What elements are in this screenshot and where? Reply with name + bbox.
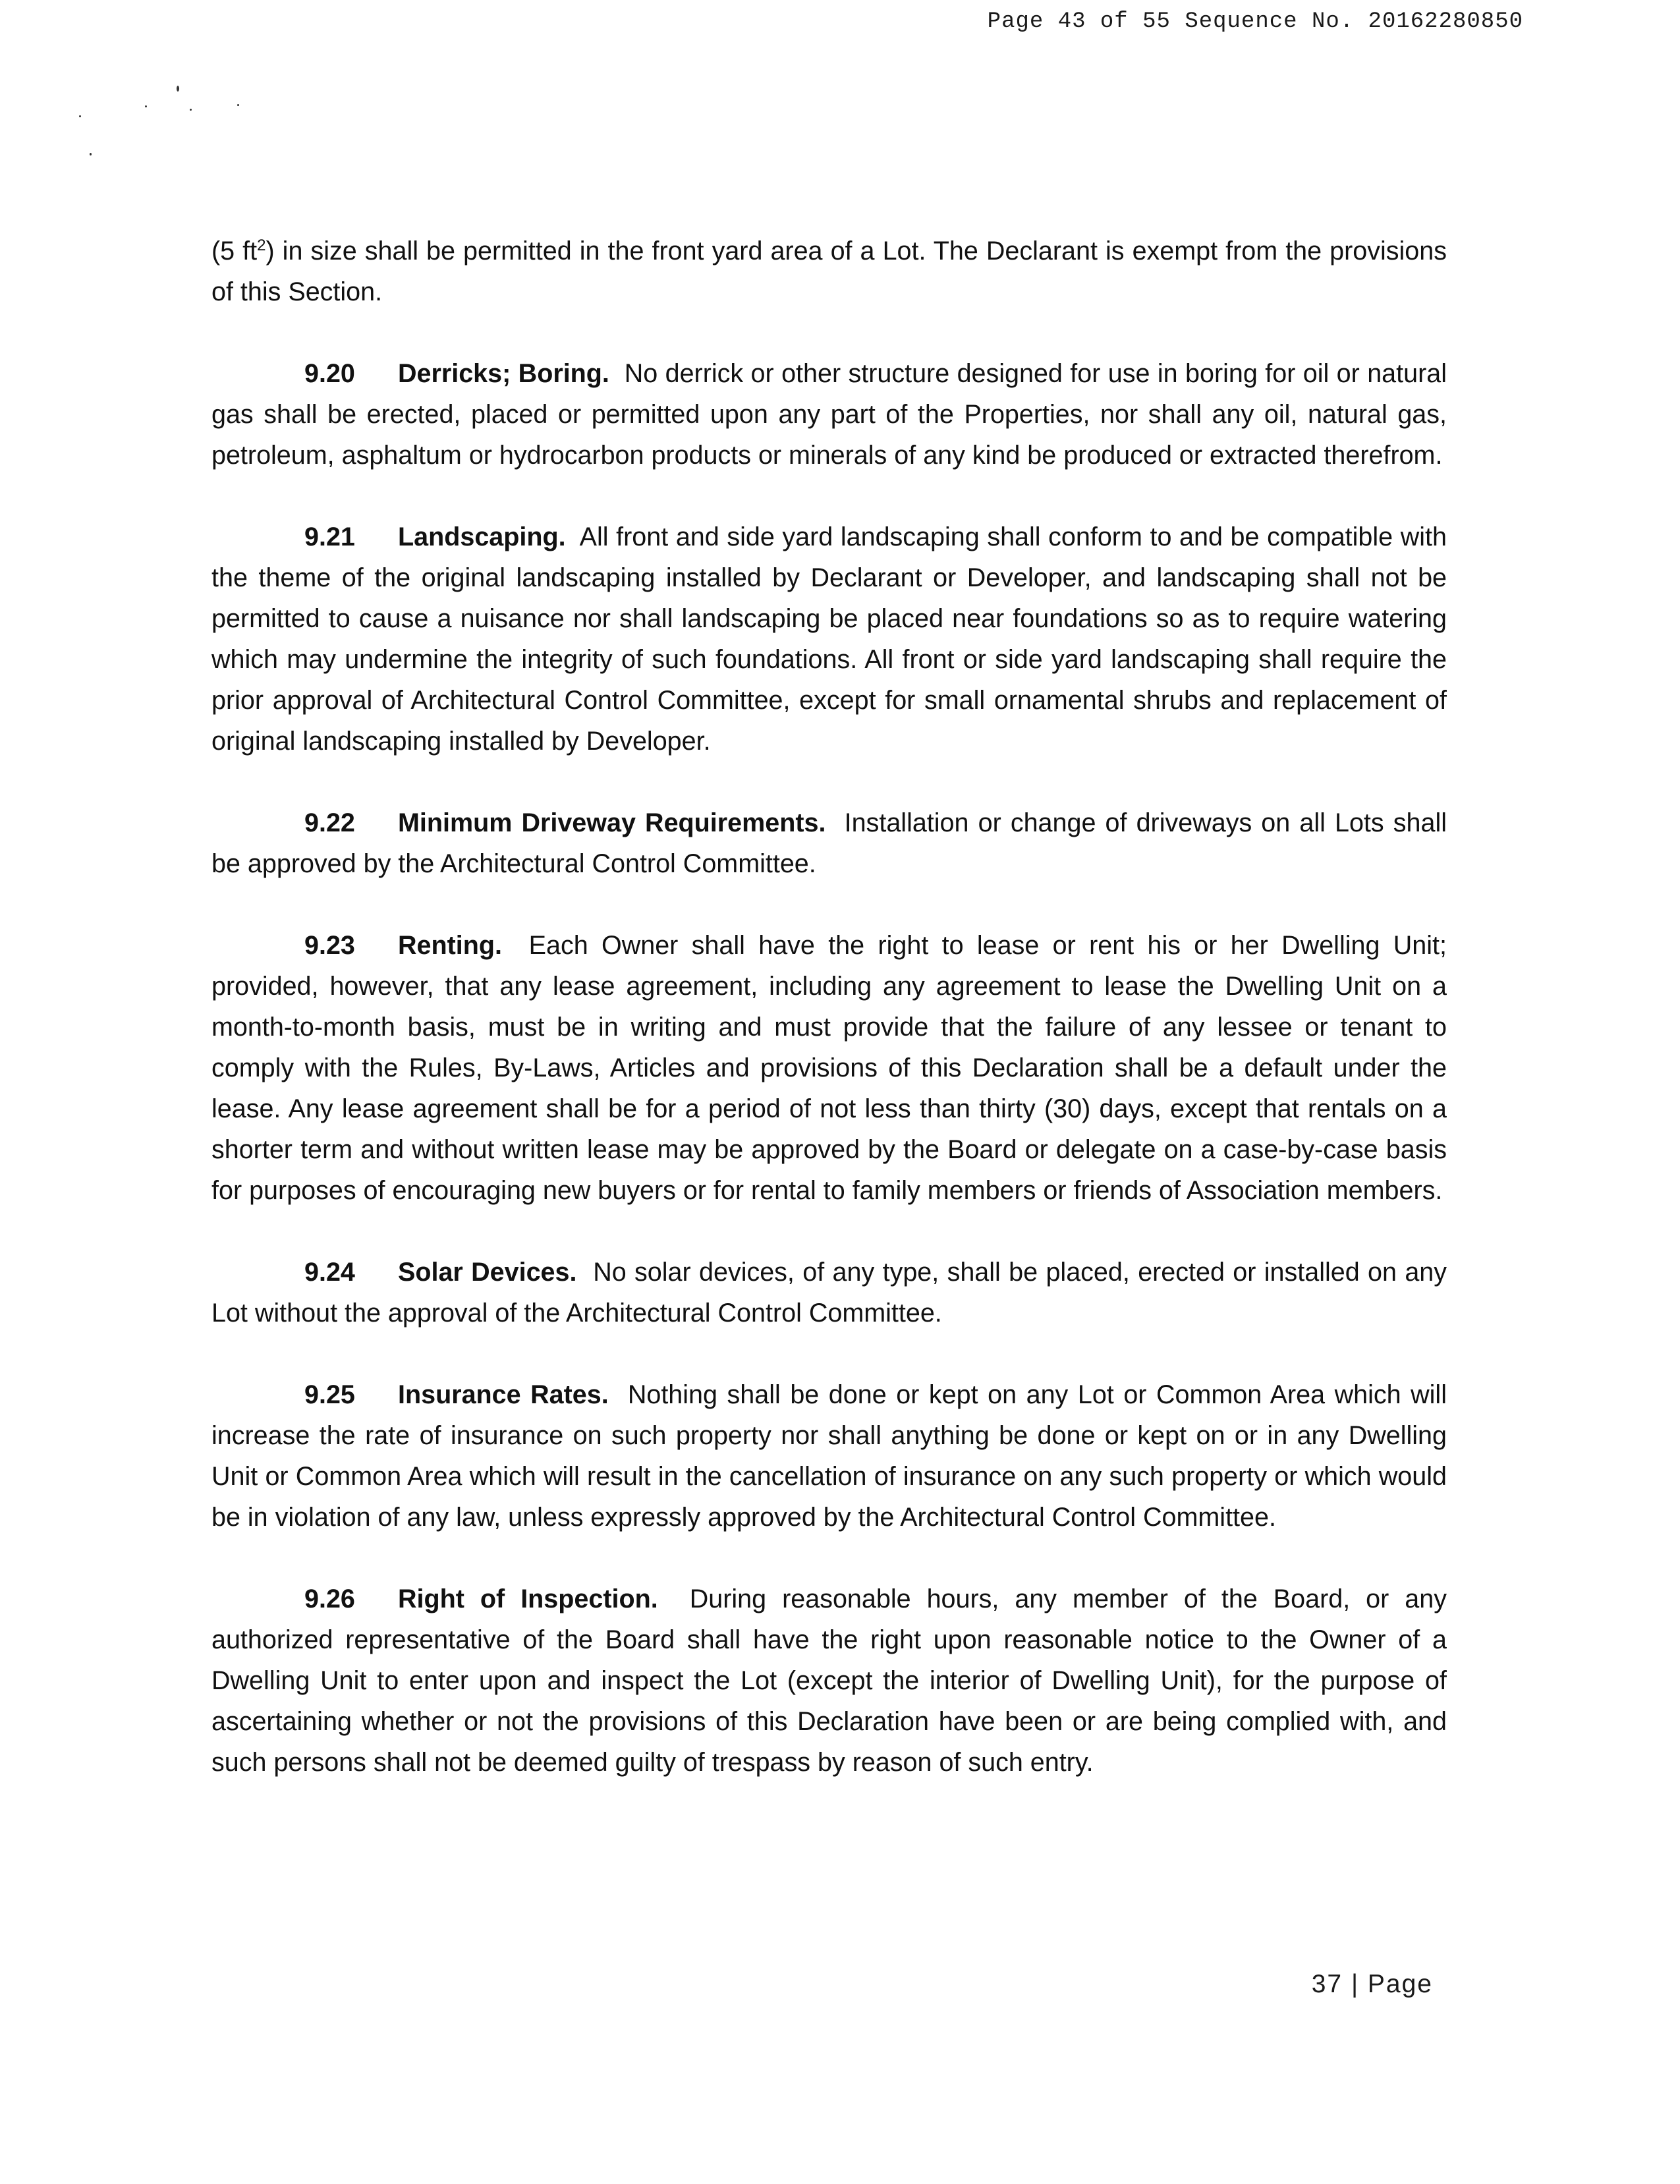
section-9-25 — [211, 1374, 1447, 1538]
section-text: No solar devices, of any type, shall be placed, erected or installed on any Lot without the approval of the Architectural Control Committee. — [211, 1258, 1447, 1328]
intro-paragraph: (5 $ft^2$) in size shall be permitted in the front yard area of a Lot. The Declarant is exempt from the provisions of this Section. — [211, 236, 1447, 306]
superscript: 2 — [257, 236, 266, 254]
section-title: Landscaping. — [398, 522, 566, 551]
section-number: 9.20 — [304, 359, 355, 388]
section-number: 9.22 — [304, 808, 355, 837]
section-number: 9.21 — [304, 522, 355, 551]
section-9-21 — [211, 517, 1447, 762]
section-title: Renting. — [398, 931, 502, 960]
section-9-23 — [211, 925, 1447, 1211]
section-title: Minimum Driveway Requirements. — [398, 808, 826, 837]
section-9-22 — [211, 802, 1447, 884]
section-number: 9.23 — [304, 931, 355, 960]
section-number: 9.25 — [304, 1380, 355, 1409]
section-9-24 — [211, 1252, 1447, 1333]
section-title: Derricks; Boring. — [398, 359, 609, 388]
section-9-20 — [211, 353, 1447, 476]
section-9-26 — [211, 1579, 1447, 1783]
section-text: Nothing shall be done or kept on any Lot or Common Area which will increase the rate of insurance on such property nor shall anything be done or kept on or in any Dwelling Unit or Common Area which will result in the cancellation of insurance on any such property or which would be in violation of any law, unless expressly approved by the Architectural Control Committee. — [211, 1380, 1447, 1532]
sequence-header: Page 43 of 55 Sequence No. 20162280850 — [987, 9, 1523, 34]
section-text: During reasonable hours, any member of the Board, or any authorized representative of the Board shall have the right upon reasonable notice to the Owner of a Dwelling Unit to enter upon and inspect the Lot (except the interior of Dwelling Unit), for the purpose of ascertaining whether or not the provisions of this Declaration have been or are being complied with, and such persons shall not be deemed guilty of trespass by reason of such entry. — [211, 1584, 1447, 1777]
section-title: Right of Inspection. — [398, 1584, 658, 1613]
section-text: Installation or change of driveways on all Lots shall be approved by the Architectural Control Committee. — [211, 808, 1447, 878]
section-text: No derrick or other structure designed for use in boring for oil or natural gas shall be erected, placed or permitted upon any part of the Properties, nor shall any oil, natural gas, petroleum, asphaltum or hydrocarbon products or minerals of any kind be produced or extracted therefrom. — [211, 359, 1447, 470]
scan-specks — [79, 79, 264, 158]
section-title: Solar Devices. — [398, 1258, 577, 1287]
section-number: 9.26 — [304, 1584, 355, 1613]
page-number: 37 | Page — [1311, 1970, 1433, 1998]
section-text: Each Owner shall have the right to lease or rent his or her Dwelling Unit; provided, however, that any lease agreement, including any agreement to lease the Dwelling Unit on a month-to-month basis, must be in writing and must provide that the failure of any lessee or tenant to comply with the Rules, By-Laws, Articles and provisions of this Declaration shall be a default under the lease. Any lease agreement shall be for a period of not less than thirty (30) days, except that rentals on a shorter term and without written lease may be approved by the Board or delegate on a case-by-case basis for purposes of encouraging new buyers or for rental to family members or friends of Association members. — [211, 931, 1447, 1205]
section-number: 9.24 — [304, 1258, 355, 1287]
section-text: All front and side yard landscaping shall conform to and be compatible with the theme of the original landscaping installed by Declarant or Developer, and landscaping shall not be permitted to cause a nuisance nor shall landscaping be placed near foundations so as to require watering which may undermine the integrity of such foundations. All front or side yard landscaping shall require the prior approval of Architectural Control Committee, except for small ornamental shrubs and replacement of original landscaping installed by Developer. — [211, 522, 1447, 756]
document-body — [211, 231, 1447, 1824]
section-title: Insurance Rates. — [398, 1380, 609, 1409]
